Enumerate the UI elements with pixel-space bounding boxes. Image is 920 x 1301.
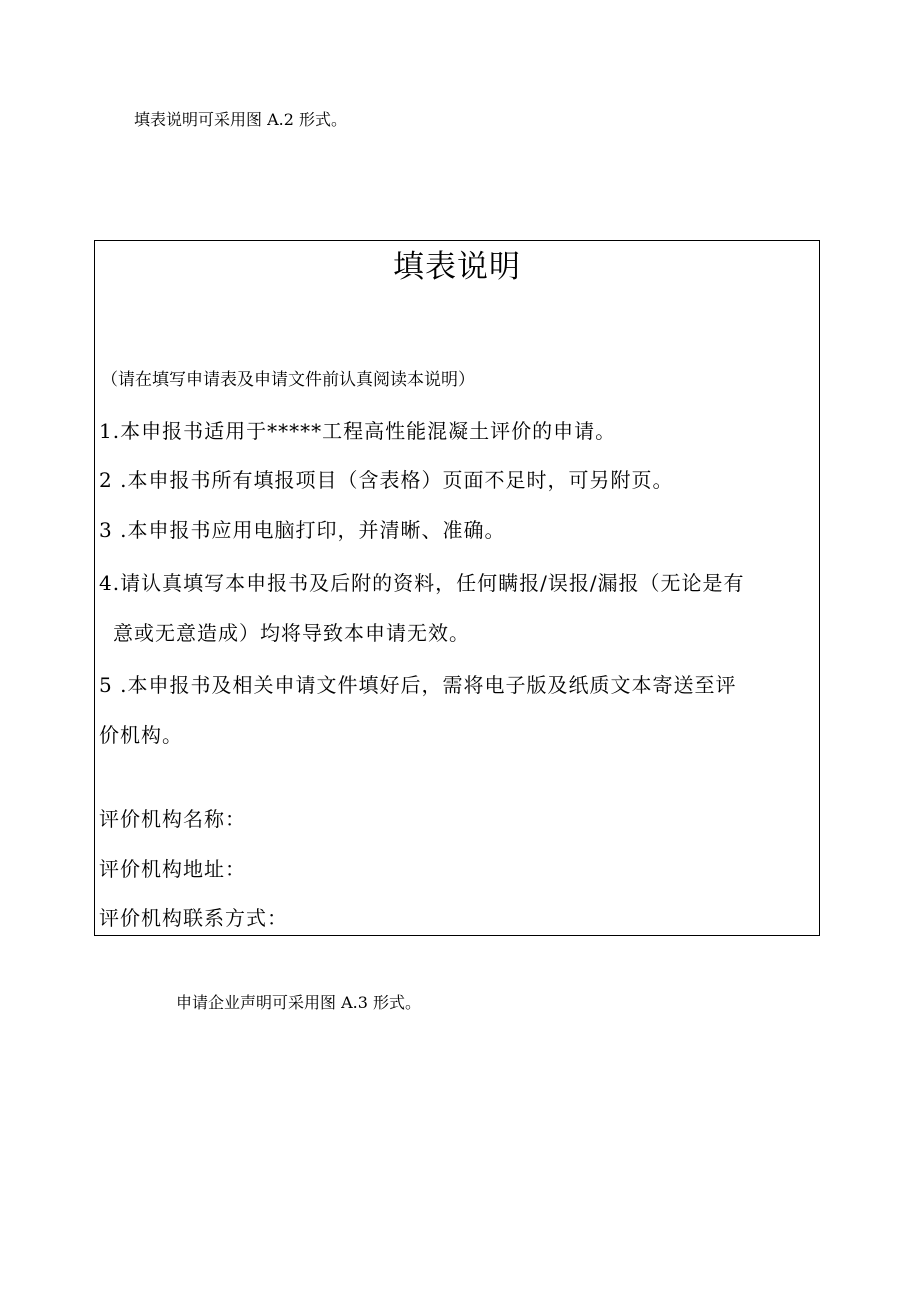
outro-text: 申请企业声明可采用图 A.3 形式。 bbox=[176, 993, 421, 1012]
instruction-item-2-line1: 2 .本申报书所有填报项目（含表格）页面不足时，可另附页。 bbox=[99, 468, 674, 492]
agency-contact-field: 评价机构联系方式： bbox=[99, 906, 288, 930]
instruction-item-1 bbox=[99, 406, 815, 456]
instructions-box bbox=[94, 240, 820, 936]
instruction-item-2 bbox=[99, 455, 815, 505]
instruction-item-4 bbox=[99, 558, 815, 658]
intro-text: 填表说明可采用图 A.2 形式。 bbox=[134, 110, 347, 129]
box-subtitle: （请在填写申请表及申请文件前认真阅读本说明） bbox=[101, 370, 475, 390]
agency-address-field: 评价机构地址： bbox=[99, 857, 246, 881]
instruction-item-4-line2: 意或无意造成）均将导致本申请无效。 bbox=[113, 621, 470, 645]
instruction-item-1-line1: 1.本申报书适用于*****工程高性能混凝土评价的申请。 bbox=[99, 419, 617, 443]
instruction-item-5 bbox=[99, 660, 815, 760]
instruction-item-5-line2: 价机构。 bbox=[99, 723, 183, 747]
instruction-item-3 bbox=[99, 505, 815, 555]
instruction-item-3-line1: 3 .本申报书应用电脑打印，并清晰、准确。 bbox=[99, 518, 506, 542]
instruction-item-5-line1: 5 .本申报书及相关申请文件填好后，需将电子版及纸质文本寄送至评 bbox=[99, 673, 737, 697]
box-title: 填表说明 bbox=[393, 249, 521, 285]
agency-name-field: 评价机构名称： bbox=[99, 807, 246, 831]
instruction-item-4-line1: 4.请认真填写本申报书及后附的资料，任何瞒报/误报/漏报（无论是有 bbox=[99, 571, 745, 595]
